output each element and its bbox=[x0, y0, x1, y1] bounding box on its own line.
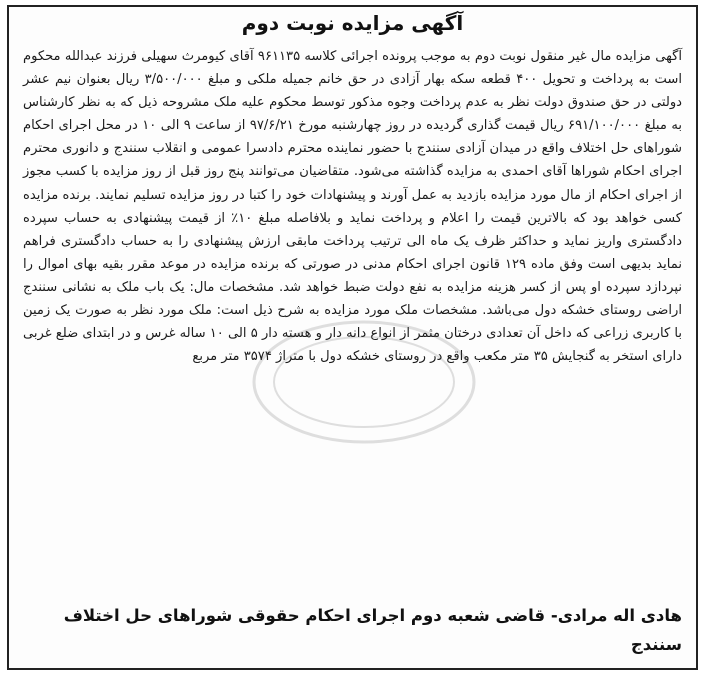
notice-body: آگهی مزایده مال غیر منقول نوبت دوم به موجب پرونده اجرائی کلاسه ۹۶۱۱۳۵ آقای کیومرث سهیلی فرزند عبدالله محکوم است به پرداخت و تحویل ۴۰۰ قطعه سکه بهار آزادی در حق خانم جمیله ملکی و مبلغ ۳/۵۰۰/۰۰۰ ریال بعنوان نیم عشر دولتی در حق صندوق دولت نظر به عدم پرداخت وجوه مذکور توسط محکوم علیه ملک مشروحه ذیل که به نظر کارشناس به مبلغ ۶۹۱/۱۰۰/۰۰۰ ریال قیمت گذاری گردیده در روز چهارشنبه مورخ ۹۷/۶/۲۱ از ساعت ۹ الی ۱۰ در محل اجرای احکام شوراهای حل اختلاف واقع در میدان آزادی سنندج با حضور نماینده محترم دادسرا عمومی و انقلاب سنندج و دانوری محترم اجرای احکام شوراها آقای احمدی به مزایده گذاشته می‌شود. متقاضیان می‌توانند پنج روز قبل از روز مزایده با کسب مجوز از اجرای احکام از مال مورد مزایده بازدید به عمل آورند و پیشنهادات خود را کتبا در روز مزایده تسلیم نمایند. برنده مزایده کسی خواهد بود که بالاترین قیمت را اعلام و پرداخت نماید و بلافاصله مبلغ ۱۰٪ از قیمت پیشنهادی به حساب سپرده دادگستری واریز نماید و حداکثر ظرف یک ماه الی ترتیب پرداخت مابقی ارزش پیشنهادی را به حساب دادگستری فراهم نماید بدیهی است وفق ماده ۱۲۹ قانون اجرای احکام مدنی در صورتی که برنده مزایده در موعد مقرر بقیه بهای اموال را نپردازد سپرده او پس از کسر هزینه مزایده به نفع دولت ضبط خواهد شد. مشخصات مال: یک باب ملک به نشانی سنندج اراضی روستای خشکه دول می‌باشد. مشخصات ملک مورد مزایده به شرح ذیل است: ملک مورد نظر به صورت یک زمین با کاربری زراعی که داخل آن تعدادی درختان مثمر از انواع دانه دار و هسته دار ۵ الی ۱۰ ساله غرس و در ابتدای ضلع غربی دارای استخر به گنجایش ۳۵ متر مکعب واقع در روستای خشکه دول با متراژ ۳۵۷۴ متر مربع bbox=[23, 49, 683, 365]
notice-title: آگهی مزایده نوبت دوم bbox=[241, 11, 464, 35]
notice-signature: هادی اله مرادی- قاضی شعبه دوم اجرای احکام حقوقی شوراهای حل اختلاف سنندج bbox=[63, 606, 682, 654]
notice-frame bbox=[7, 5, 698, 670]
